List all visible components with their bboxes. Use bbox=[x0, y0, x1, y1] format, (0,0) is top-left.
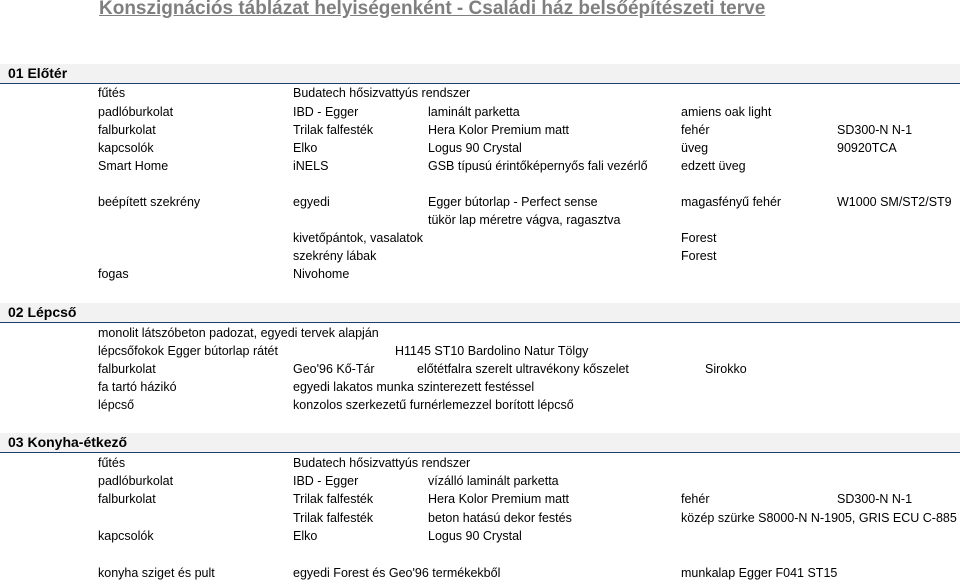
cell-brand: egyedi Forest és Geo'96 termékekből bbox=[293, 566, 501, 580]
cell-item: Smart Home bbox=[98, 159, 169, 173]
cell-brand: Trilak falfesték bbox=[293, 492, 374, 506]
cell-color: közép szürke S8000-N N-1905, GRIS ECU C-885 bbox=[681, 511, 957, 525]
cell-brand: egyedi lakatos munka szinterezett festéssel bbox=[293, 380, 535, 394]
cell-product: beton hatású dekor festés bbox=[428, 511, 572, 525]
cell-product: Hera Kolor Premium matt bbox=[428, 492, 570, 506]
section-title: 02 Lépcső bbox=[8, 304, 77, 320]
cell-item: fűtés bbox=[98, 86, 126, 100]
cell-item: kapcsolók bbox=[98, 529, 154, 543]
table-row bbox=[0, 139, 960, 157]
page-title: Konszignációs táblázat helyiségenként - Családi ház belsőépítészeti terve bbox=[99, 0, 766, 19]
cell-code: 90920TCA bbox=[837, 141, 897, 155]
table-row bbox=[0, 84, 960, 102]
table-row bbox=[0, 490, 960, 508]
table-row bbox=[0, 211, 960, 229]
table-row bbox=[0, 193, 960, 211]
cell-brand: kivetőpántok, vasalatok bbox=[293, 231, 423, 245]
table-row bbox=[0, 472, 960, 490]
cell-brand: egyedi bbox=[293, 195, 330, 209]
cell-product: Logus 90 Crystal bbox=[428, 529, 522, 543]
cell-item: beépített szekrény bbox=[98, 195, 201, 209]
cell-color: edzett üveg bbox=[681, 159, 746, 173]
table-row bbox=[0, 454, 960, 472]
cell-item: padlóburkolat bbox=[98, 105, 174, 119]
section-header-lepcso bbox=[0, 303, 960, 323]
cell-product: H1145 ST10 Bardolino Natur Tölgy bbox=[395, 344, 589, 358]
cell-color: Sirokko bbox=[705, 362, 747, 376]
table-row bbox=[0, 121, 960, 139]
cell-product: Logus 90 Crystal bbox=[428, 141, 522, 155]
cell-color: üveg bbox=[681, 141, 709, 155]
table-row bbox=[0, 265, 960, 283]
table-row bbox=[0, 396, 960, 414]
cell-brand: Trilak falfesték bbox=[293, 511, 374, 525]
cell-brand: IBD - Egger bbox=[293, 474, 359, 488]
cell-item: fa tartó házikó bbox=[98, 380, 177, 394]
cell-product: Hera Kolor Premium matt bbox=[428, 123, 570, 137]
table-row bbox=[0, 229, 960, 247]
cell-item: fogas bbox=[98, 267, 129, 281]
cell-brand: Elko bbox=[293, 529, 318, 543]
cell-item: konyha sziget és pult bbox=[98, 566, 215, 580]
cell-item: kapcsolók bbox=[98, 141, 154, 155]
cell-color: fehér bbox=[681, 123, 710, 137]
cell-product: vízálló laminált parketta bbox=[428, 474, 559, 488]
section-header-eloter bbox=[0, 64, 960, 84]
cell-item: fűtés bbox=[98, 456, 126, 470]
table-row bbox=[0, 247, 960, 265]
section-title: 03 Konyha-étkező bbox=[8, 434, 128, 450]
cell-item: monolit látszóbeton padozat, egyedi tervek alapján bbox=[98, 326, 379, 340]
cell-item: falburkolat bbox=[98, 123, 156, 137]
cell-code: W1000 SM/ST2/ST9 bbox=[837, 195, 952, 209]
cell-item: lépcső bbox=[98, 398, 135, 412]
cell-color: munkalap Egger F041 ST15 bbox=[681, 566, 838, 580]
cell-brand: Elko bbox=[293, 141, 318, 155]
table-row bbox=[0, 564, 960, 582]
table-row bbox=[0, 157, 960, 175]
cell-brand: IBD - Egger bbox=[293, 105, 359, 119]
section-title: 01 Előtér bbox=[8, 65, 68, 81]
cell-item: falburkolat bbox=[98, 492, 156, 506]
cell-product: Egger bútorlap - Perfect sense bbox=[428, 195, 598, 209]
table-row bbox=[0, 509, 960, 527]
cell-color: magasfényű fehér bbox=[681, 195, 782, 209]
cell-color: fehér bbox=[681, 492, 710, 506]
cell-color: Forest bbox=[681, 231, 717, 245]
table-row bbox=[0, 324, 960, 342]
cell-product: tükör lap méretre vágva, ragasztva bbox=[428, 213, 621, 227]
cell-brand: Budatech hősizvattyús rendszer bbox=[293, 456, 471, 470]
cell-code: SD300-N N-1 bbox=[837, 492, 913, 506]
cell-brand: Nivohome bbox=[293, 267, 350, 281]
table-row bbox=[0, 360, 960, 378]
cell-item: padlóburkolat bbox=[98, 474, 174, 488]
table-row bbox=[0, 527, 960, 545]
cell-brand: Budatech hősizvattyús rendszer bbox=[293, 86, 471, 100]
cell-product: laminált parketta bbox=[428, 105, 520, 119]
table-row bbox=[0, 342, 960, 360]
cell-product: előtétfalra szerelt ultravékony kőszelet bbox=[417, 362, 629, 376]
cell-brand: Trilak falfesték bbox=[293, 123, 374, 137]
cell-brand: konzolos szerkezetű furnérlemezzel borított lépcső bbox=[293, 398, 574, 412]
cell-item: falburkolat bbox=[98, 362, 156, 376]
cell-code: SD300-N N-1 bbox=[837, 123, 913, 137]
cell-product: GSB típusú érintőképernyős fali vezérlő bbox=[428, 159, 648, 173]
cell-color: amiens oak light bbox=[681, 105, 772, 119]
section-header-konyha bbox=[0, 433, 960, 453]
cell-brand: szekrény lábak bbox=[293, 249, 377, 263]
table-row bbox=[0, 103, 960, 121]
cell-color: Forest bbox=[681, 249, 717, 263]
cell-item: lépcsőfokok Egger bútorlap rátét bbox=[98, 344, 278, 358]
cell-brand: Geo'96 Kő-Tár bbox=[293, 362, 375, 376]
cell-brand: iNELS bbox=[293, 159, 329, 173]
table-row bbox=[0, 378, 960, 396]
